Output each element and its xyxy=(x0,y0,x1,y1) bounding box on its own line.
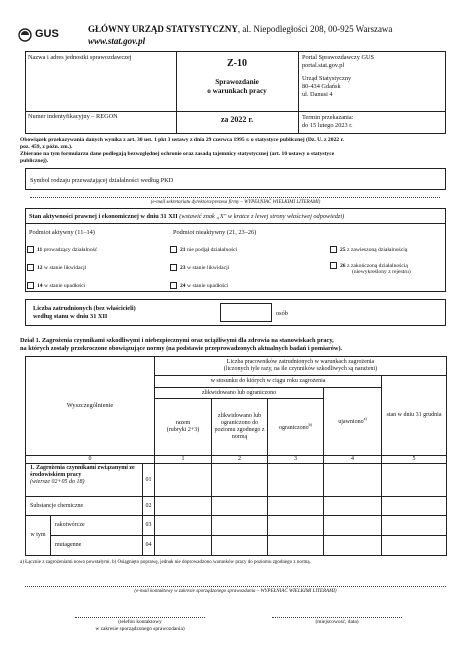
unit-name-label: Nazwa i adres jednostki sprawozdawczej xyxy=(28,54,132,61)
checkbox[interactable] xyxy=(330,246,337,253)
row-04-c3[interactable] xyxy=(267,535,324,556)
legal-line4: publicznej). xyxy=(20,158,49,164)
footer-email-note: (e-mail kontaktowy w zakresie sporządzonego sprawozdania – WYPEŁNIAĆ WIELKIMI LITERAMI) xyxy=(134,589,337,594)
deadline-value: do 15 lutego 2023 r. xyxy=(302,122,353,129)
head-total: razem (rubryki 2+3) xyxy=(154,398,212,456)
row-03-label: rakotwórcze xyxy=(50,515,143,536)
checkbox[interactable] xyxy=(170,282,177,289)
row-02-c3[interactable] xyxy=(267,496,324,516)
row-01-c5[interactable] xyxy=(381,463,447,497)
row-02-c2[interactable] xyxy=(211,496,268,516)
row-02-num: 02 xyxy=(142,496,155,516)
logo-text: GUS xyxy=(35,28,59,40)
section1-title-2: na których zostały przekroczone obowiązujące normy (na podstawie przeprowadzonych aktualnych badań i pomiarów). xyxy=(20,345,343,352)
option-14[interactable]: 14 w stanie upadłości xyxy=(27,282,85,289)
row-04-c5[interactable] xyxy=(381,535,447,556)
col-num-4: 4 xyxy=(323,455,382,464)
row-01-c4[interactable] xyxy=(323,463,382,497)
row-01-c3[interactable] xyxy=(267,463,324,497)
checkbox[interactable] xyxy=(27,264,34,271)
row-03-num: 03 xyxy=(142,515,155,536)
head-relation: w stosunku do których w ciągu roku zagrożenia xyxy=(154,375,382,388)
option-12[interactable]: 12 w stanie likwidacji xyxy=(27,264,86,271)
col-num-5: 5 xyxy=(381,455,447,464)
option-25[interactable]: 25 z zawieszoną działalnością xyxy=(330,246,407,253)
pkd-label: Symbol rodzaju przeważającej działalności według PKD xyxy=(30,177,174,184)
form-title-1: Sprawozdanie xyxy=(215,78,259,86)
head-revealed: ujawniono$^{a)}$ xyxy=(323,387,382,456)
status-title-row xyxy=(29,213,344,221)
col-num-2: 2 xyxy=(211,455,268,464)
row-04-c2[interactable] xyxy=(211,535,268,556)
head-reduced: zlikwidowano lub ograniczono xyxy=(154,387,324,399)
gus-logo-icon xyxy=(18,28,32,42)
form-code: Z-10 xyxy=(227,58,247,69)
row-02-c1[interactable] xyxy=(154,496,212,516)
row-03-c3[interactable] xyxy=(267,515,324,536)
deadline-label: Termin przekazania: xyxy=(302,114,354,121)
row-02-label: Substancje chemiczne xyxy=(25,496,143,516)
status-title: Stan aktywności prawnej i ekonomicznej w dniu 31 XII xyxy=(29,213,178,220)
col-num-3: 3 xyxy=(267,455,324,464)
section1-table xyxy=(25,356,447,556)
option-23[interactable]: 23 w stanie likwidacji xyxy=(170,264,229,271)
office-line1: Urząd Statystyczny xyxy=(302,75,352,82)
portal-name: Portal Sprawozdawczy GUS xyxy=(302,54,375,61)
row-02-c4[interactable] xyxy=(323,496,382,516)
option-26[interactable]: 26 z zakończoną działalnością xyxy=(330,262,408,269)
row-04-c1[interactable] xyxy=(154,535,212,556)
office-line3: ul. Danusi 4 xyxy=(302,91,333,98)
office-website[interactable]: www.stat.gov.pl xyxy=(88,36,146,46)
office-name: GŁÓWNY URZĄD STATYSTYCZNY xyxy=(88,24,238,34)
row-03-c5[interactable] xyxy=(381,515,447,536)
row-01-num: 01 xyxy=(142,463,155,497)
status-instruction: (wstawić znak „X" w kratce z lewej strony właściwej odpowiedzi) xyxy=(179,213,345,220)
col-num-0: 0 xyxy=(25,455,155,464)
portal-url[interactable]: portal.stat.gov.pl xyxy=(302,62,345,69)
checkbox[interactable] xyxy=(170,264,177,271)
row-04-num: 04 xyxy=(142,535,155,556)
row-01-c1[interactable] xyxy=(154,463,212,497)
legal-line1: Obowiązek przekazywania danych wynika z art. 30 ust. 1 pkt 3 ustawy z dnia 29 czerwca 1995 r. o statystyce publicznej (Dz. U. z 2022 r. xyxy=(20,137,344,143)
head-limited: ograniczono$^{b)}$ xyxy=(267,398,324,456)
employees-label-1: Liczba zatrudnionych (bez właścicieli) xyxy=(33,305,136,312)
row-01-c2[interactable] xyxy=(211,463,268,497)
row-04-label: mutagenne xyxy=(50,535,143,556)
report-period: za 2022 r. xyxy=(220,115,254,124)
active-header: Podmiot aktywny (11–14) xyxy=(29,229,95,236)
row-03-c2[interactable] xyxy=(211,515,268,536)
legal-line3: Zbierane na tym formularzu dane podlegają bezwzględnej ochronie oraz zasadą tajemnicy statystycznej (art. 10 ustawy o statystyce xyxy=(20,151,335,157)
head-eliminated: zlikwidowano lub ograniczono do poziomu zgodnego z normą xyxy=(211,398,268,456)
inactive-header: Podmiot nieaktywny (21, 23–26) xyxy=(173,229,257,236)
checkbox[interactable] xyxy=(27,246,34,253)
row-01-label: 1. Zagrożenia czynnikami związanymi ze środowiskiem pracy (wiersze 02+05 do 18) xyxy=(25,463,143,497)
col-num-1: 1 xyxy=(154,455,212,464)
w-tym-label: w tym xyxy=(25,515,51,556)
section1-title-1: Dział 1. Zagrożenia czynnikami szkodliwymi i niebezpiecznymi oraz uciążliwymi dla zdrowia na stanowiskach pracy, xyxy=(20,337,334,344)
gus-logo xyxy=(18,26,66,44)
regon-label: Numer indentyfikacyjny – REGON xyxy=(28,113,118,120)
office-title xyxy=(88,24,392,35)
option-26-note: (niewykreślony z rejestru) xyxy=(352,269,411,275)
office-line2: 80-434 Gdańsk xyxy=(302,83,341,90)
form-title-2: o warunkach pracy xyxy=(207,87,267,95)
checkbox[interactable] xyxy=(170,246,177,253)
option-11[interactable]: 11 prowadzący działalność xyxy=(27,246,97,253)
row-03-c1[interactable] xyxy=(154,515,212,536)
phone-label-2: w zakresie sporządzonego sprawozdania) xyxy=(95,626,185,632)
employees-label-2: według stanu w dniu 31 XII xyxy=(33,313,108,320)
row-02-c5[interactable] xyxy=(381,496,447,516)
pkd-email-note: (e-mail sekretariatu dyrektora/prezesa firmy – WYPEŁNIAĆ WIELKIMI LITERAMI) xyxy=(150,200,321,205)
legal-line2: poz. 459, z późn. zm.). xyxy=(20,144,73,150)
checkbox[interactable] xyxy=(330,262,337,269)
phone-label-1: (telefon kontaktowy xyxy=(118,619,162,625)
row-03-c4[interactable] xyxy=(323,515,382,536)
employees-unit: osób xyxy=(276,310,288,317)
place-label: (miejscowość, data) xyxy=(315,619,359,625)
checkbox[interactable] xyxy=(27,282,34,289)
section1-footnote: a) Łącznie z zagrożeniami nowo powstałymi. b) Osiągnięto poprawę, jednak nie doprowadzono warunków pracy do poziomu zgodnego z normą. xyxy=(20,560,311,565)
option-24[interactable]: 24 w stanie upadłości xyxy=(170,282,228,289)
col-spec-header: Wyszczególnienie xyxy=(25,356,155,456)
office-address: , al. Niepodległości 208, 00-925 Warszawa xyxy=(237,24,393,34)
head-state: stan w dniu 31 grudnia xyxy=(381,375,447,456)
head-main: Liczba pracowników zatrudnionych w warunkach zagrożenia (liczonych tyle razy, na ile czynników szkodliwych są narażeni) xyxy=(154,356,447,376)
row-04-c4[interactable] xyxy=(323,535,382,556)
employees-input[interactable] xyxy=(220,303,272,322)
option-21[interactable]: 21 nie podjął działalności xyxy=(170,246,237,253)
